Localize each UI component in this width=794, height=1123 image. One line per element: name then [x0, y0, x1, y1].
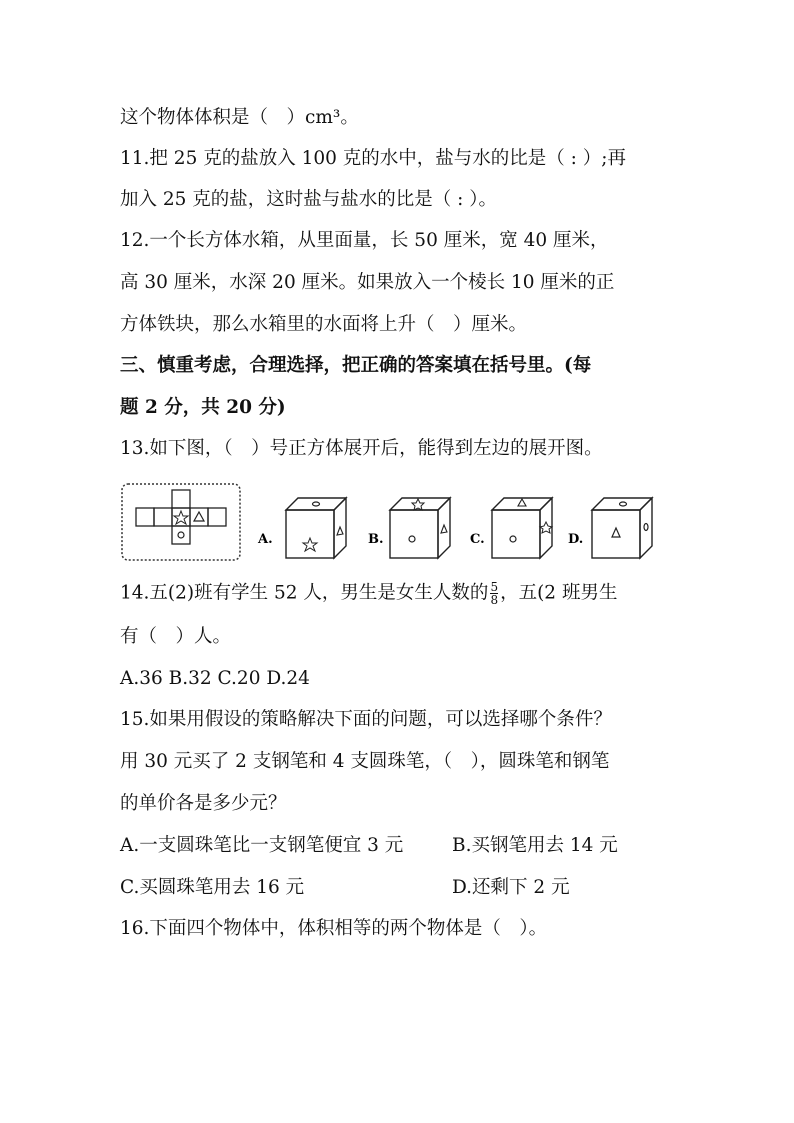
q15-option-d: D.还剩下 2 元 — [452, 877, 570, 898]
section3-heading-line1: 三、慎重考虑，合理选择，把正确的答案填在括号里。(每 — [120, 355, 592, 376]
fraction-five-eighths — [490, 581, 498, 606]
q14-line1 — [120, 581, 617, 606]
q15-option-a: A.一支圆珠笔比一支钢笔便宜 3 元 — [120, 835, 404, 856]
circle-icon — [510, 536, 516, 542]
q14-options: A.36 B.32 C.20 D.24 — [120, 668, 310, 689]
q13-text: 13.如下图，（ ）号正方体展开后，能得到左边的展开图。 — [120, 438, 603, 459]
circle-icon — [644, 524, 648, 531]
triangle-icon — [441, 525, 447, 533]
option-c-label: C. — [470, 532, 485, 547]
star-icon — [412, 499, 424, 510]
cube-option-c — [470, 498, 552, 558]
cube-option-d — [568, 498, 652, 558]
star-icon — [540, 522, 552, 533]
triangle-icon — [194, 512, 204, 521]
circle-icon — [178, 532, 184, 538]
q14-text-a: 14.五(2)班有学生 52 人，男生是女生人数的 — [120, 582, 489, 604]
fraction-denominator: 8 — [490, 593, 499, 607]
cube-net-figure — [120, 482, 680, 562]
fraction-numerator: 5 — [490, 580, 499, 594]
circle-icon — [313, 502, 320, 506]
cube-option-b — [368, 498, 450, 558]
triangle-icon — [337, 527, 343, 535]
cube-option-a — [257, 498, 346, 558]
q15-line2: 用 30 元买了 2 支钢笔和 4 支圆珠笔，（ ），圆珠笔和钢笔 — [120, 751, 610, 772]
q11-line2: 加入 25 克的盐，这时盐与盐水的比是（ : ）。 — [120, 189, 498, 210]
q12-line1: 12.一个长方体水箱，从里面量，长 50 厘米，宽 40 厘米， — [120, 230, 609, 251]
cube-net — [122, 484, 240, 560]
q11-line1: 11.把 25 克的盐放入 100 克的水中，盐与水的比是（ : ）;再 — [120, 148, 627, 169]
star-icon — [303, 538, 317, 551]
circle-icon — [409, 536, 415, 542]
q12-line2: 高 30 厘米，水深 20 厘米。如果放入一个棱长 10 厘米的正 — [120, 272, 615, 293]
section3-heading-line2: 题 2 分，共 20 分) — [120, 397, 286, 418]
q16-text: 16.下面四个物体中，体积相等的两个物体是（ ）。 — [120, 918, 548, 939]
q14-text-b: ，五(2 班男生 — [500, 582, 618, 604]
q10-tail: 这个物体体积是（ ）cm³。 — [120, 107, 359, 128]
option-a-label: A. — [258, 532, 273, 547]
q15-line1: 15.如果用假设的策略解决下面的问题，可以选择哪个条件？ — [120, 709, 612, 730]
option-d-label: D. — [568, 532, 584, 547]
triangle-icon — [612, 528, 620, 537]
q15-line3: 的单价各是多少元？ — [120, 793, 287, 814]
q14-line2: 有（ ）人。 — [120, 626, 232, 647]
option-b-label: B. — [368, 532, 384, 547]
circle-icon — [620, 502, 627, 506]
q15-option-c: C.买圆珠笔用去 16 元 — [120, 877, 305, 898]
q12-line3: 方体铁块，那么水箱里的水面将上升（ ）厘米。 — [120, 314, 528, 335]
q15-option-b: B.买钢笔用去 14 元 — [452, 835, 618, 856]
star-icon — [174, 511, 188, 524]
triangle-icon — [518, 499, 526, 506]
